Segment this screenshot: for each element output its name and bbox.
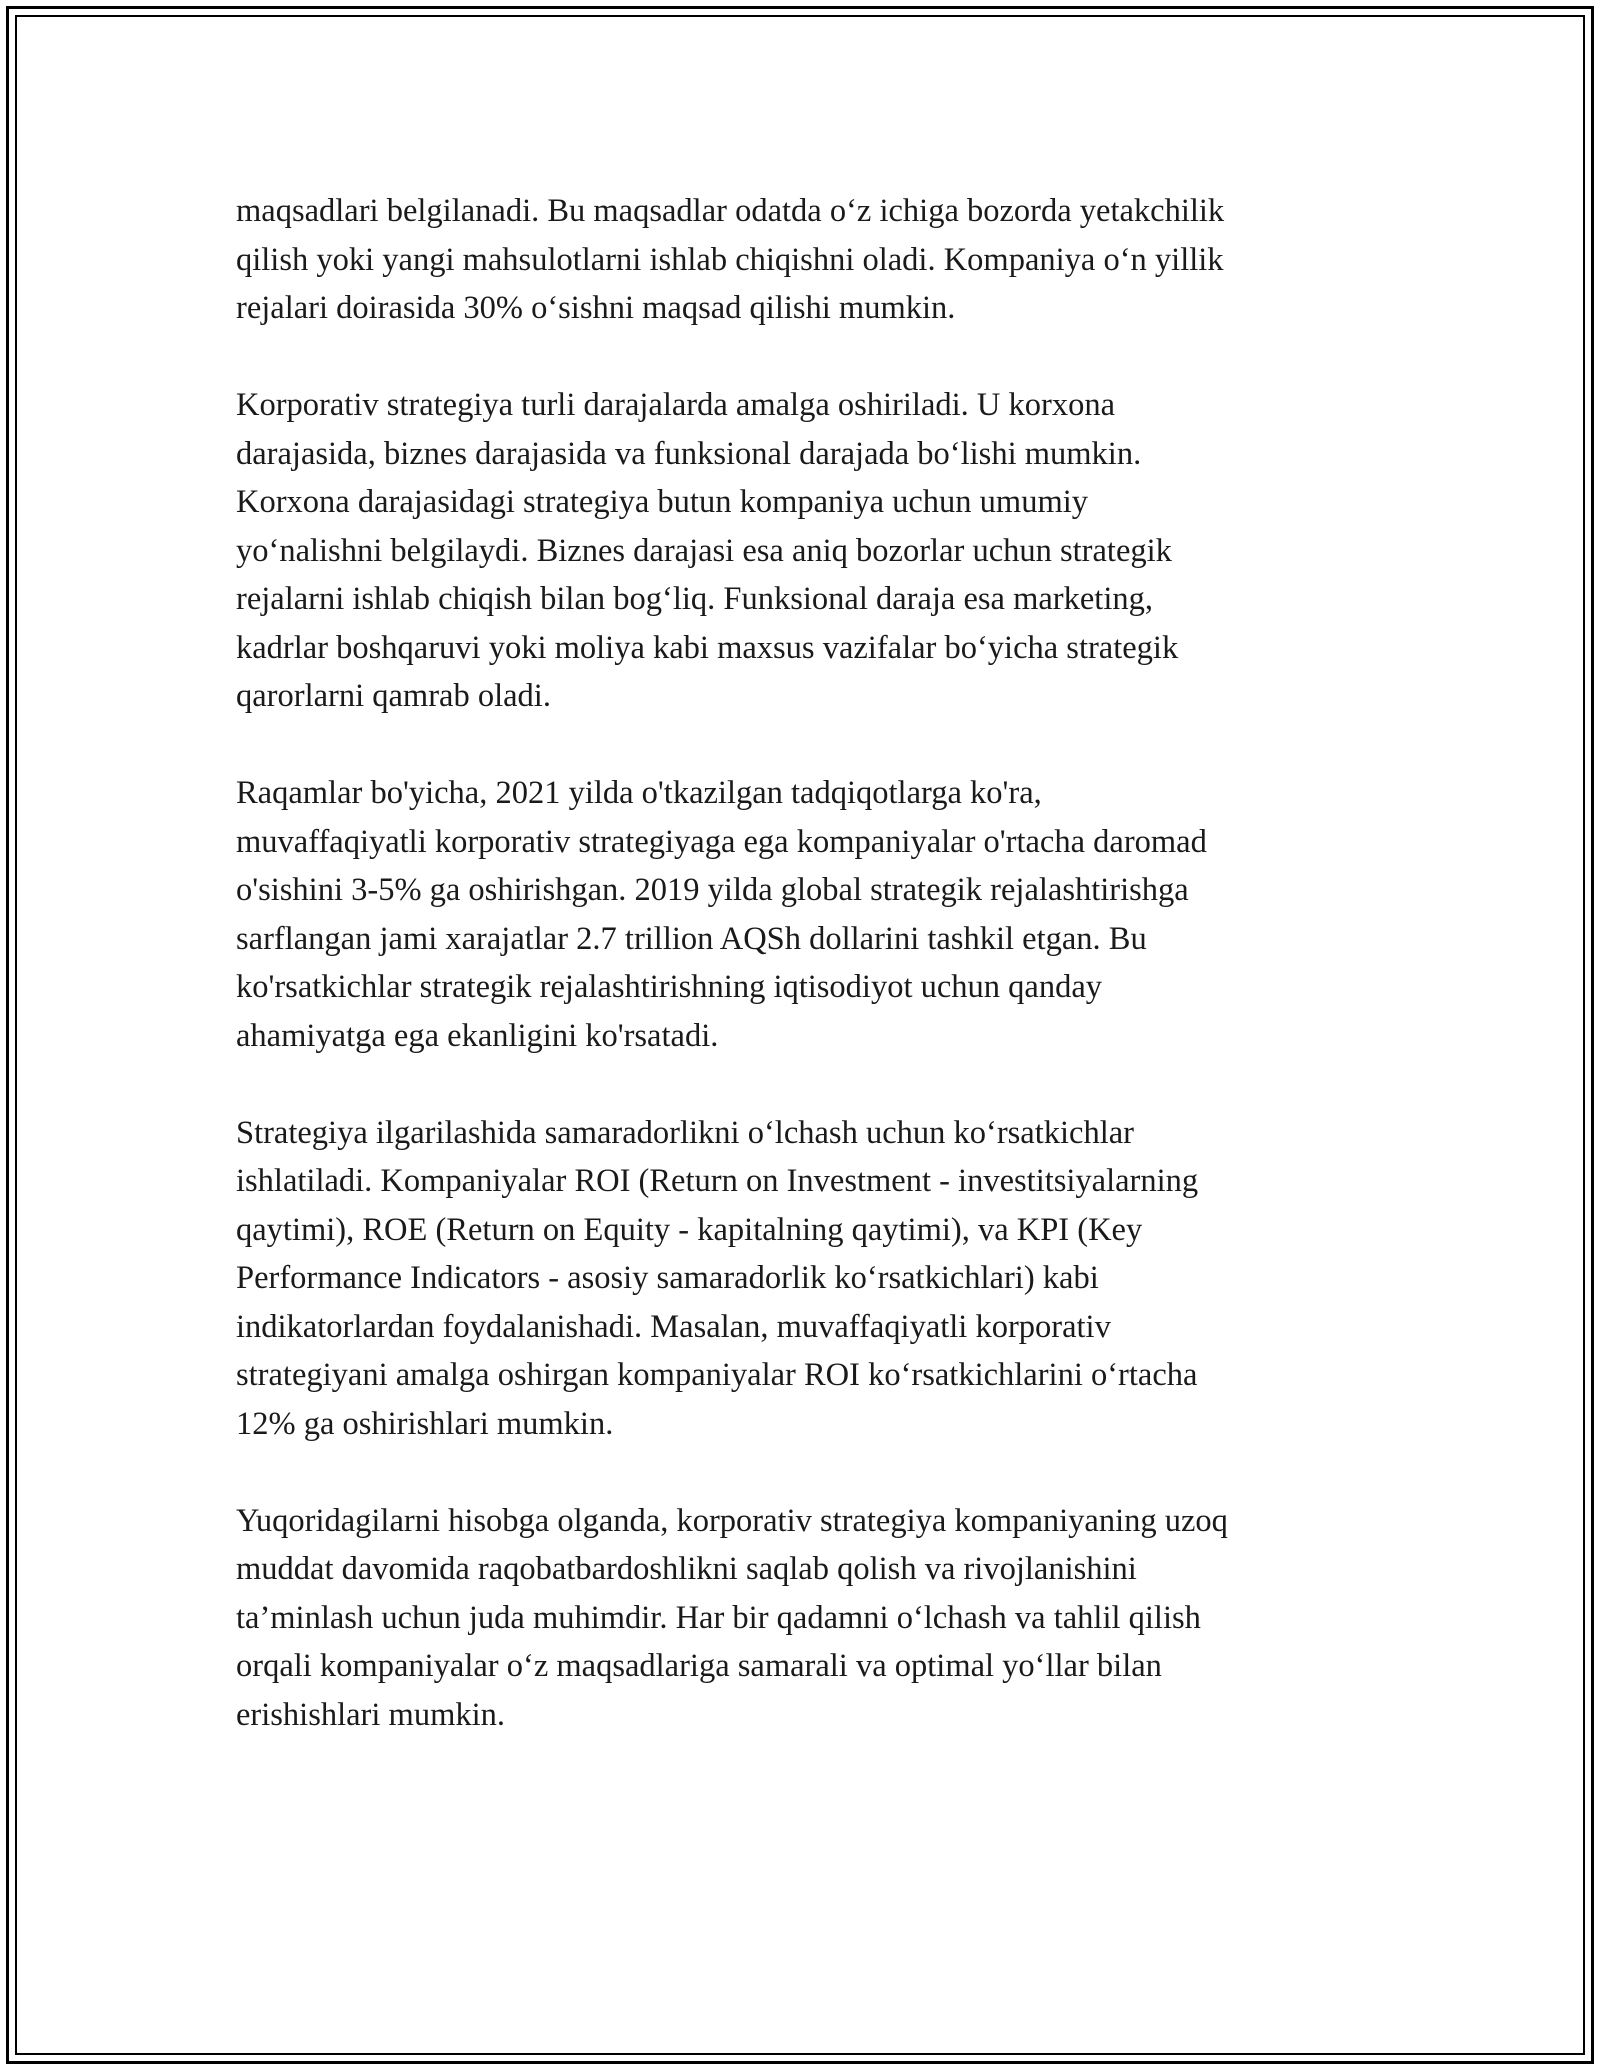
paragraph-strategy-levels: Korporativ strategiya turli darajalarda amalga oshiriladi. U korxona darajasida, biznes darajasida va funksional darajada bo‘lishi mumkin. Korxona darajasidagi strategiya butun kompaniya uchun umumiy yo‘nalishni belgilaydi. Biznes darajasi esa aniq bozorlar uchun strategik rejalarni ishlab chiqish bilan bog‘liq. Funksional daraja esa marketing, kadrlar boshqaruvi yoki moliya kabi maxsus vazifalar bo‘yicha strategik qarorlarni qamrab oladi. bbox=[236, 387, 1179, 714]
paragraph-performance-metrics: Strategiya ilgarilashida samaradorlikni o‘lchash uchun ko‘rsatkichlar ishlatiladi. Kompaniyalar ROI (Return on Investment - investitsiyalarning qaytimi), ROE (Return on Equity - kapitalning qaytimi), va KPI (Key Performance Indicators - asosiy samaradorlik ko‘rsatkichlari) kabi indikatorlardan foydalanishadi. Masalan, muvaffaqiyatli korporativ strategiyani amalga oshirgan kompaniyalar ROI ko‘rsatkichlarini o‘rtacha 12% ga oshirishlari mumkin. bbox=[236, 1114, 1199, 1442]
document-body bbox=[236, 187, 1376, 1739]
paragraph-conclusion: Yuqoridagilarni hisobga olganda, korporativ strategiya kompaniyaning uzoq muddat davomida raqobatbardoshlikni saqlab qolish va rivojlanishini ta’minlash uchun juda muhimdir. Har bir qadamni o‘lchash va tahlil qilish orqali kompaniyalar o‘z maqsadlariga samarali va optimal yo‘llar bilan erishishlari mumkin. bbox=[236, 1502, 1228, 1733]
paragraph-statistics: Raqamlar bo'yicha, 2021 yilda o'tkazilgan tadqiqotlarga ko'ra, muvaffaqiyatli korporativ strategiyaga ega kompaniyalar o'rtacha daromad o'sishini 3-5% ga oshirishgan. 2019 yilda global strategik rejalashtirishga sarflangan jami xarajatlar 2.7 trillion AQSh dollarini tashkil etgan. Bu ko'rsatkichlar strategik rejalashtirishning iqtisodiyot uchun qanday ahamiyatga ega ekanligini ko'rsatadi. bbox=[236, 775, 1207, 1054]
paragraph-goals: maqsadlari belgilanadi. Bu maqsadlar odatda o‘z ichiga bozorda yetakchilik qilish yoki yangi mahsulotlarni ishlab chiqishni oladi. Kompaniya o‘n yillik rejalari doirasida 30% o‘sishni maqsad qilishi mumkin. bbox=[236, 193, 1225, 326]
